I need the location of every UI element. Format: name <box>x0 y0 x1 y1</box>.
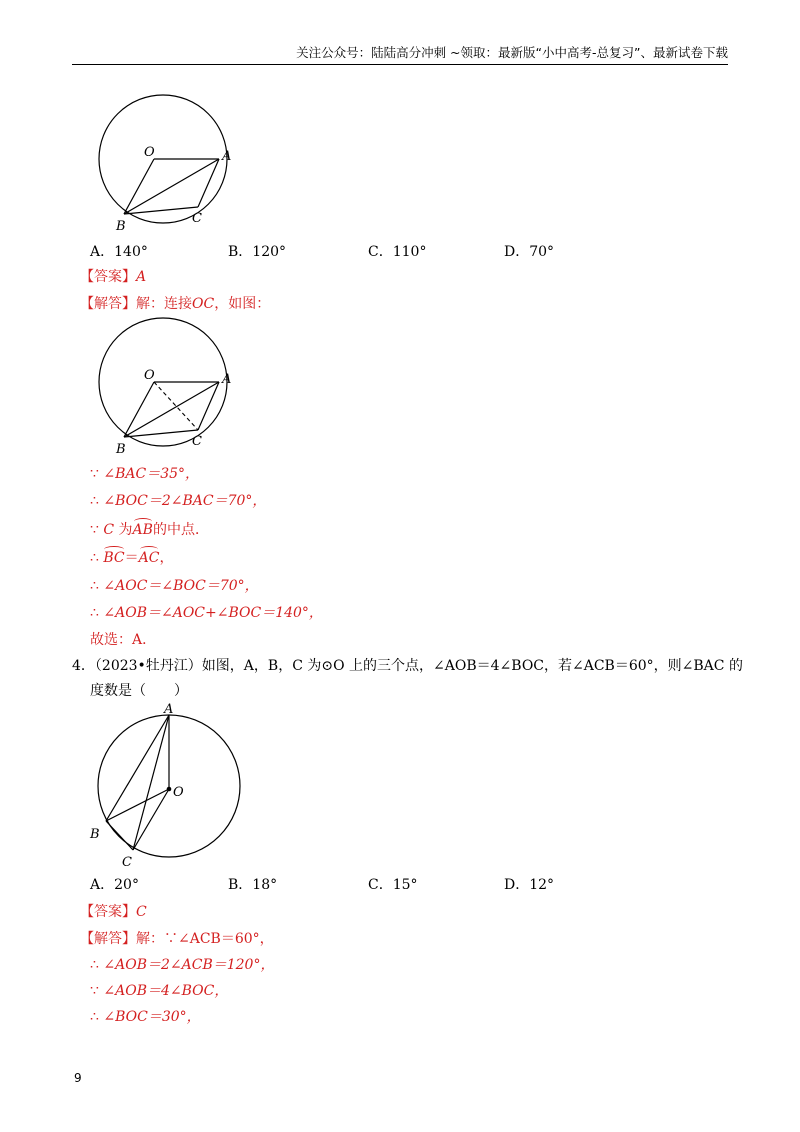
option-c: C．110° <box>368 244 427 260</box>
q4-option-b: B．18° <box>228 877 278 893</box>
q4-option-c: C．15° <box>368 877 418 893</box>
label-O: O <box>144 145 155 160</box>
label-A: A <box>222 372 232 387</box>
label-B: B <box>90 827 100 842</box>
label-B: B <box>116 219 126 234</box>
step-2: ∴ ∠BOC＝2∠BAC＝70°， <box>90 493 267 509</box>
arc-ac: AC <box>138 550 160 566</box>
step-3: ∵ C 为AB的中点． <box>90 522 209 538</box>
circle-figure-q4 <box>86 700 256 870</box>
label-O: O <box>144 368 155 383</box>
label-C: C <box>192 211 202 226</box>
q4-option-d: D．12° <box>504 877 555 893</box>
option-d: D．70° <box>504 244 555 260</box>
arc-bc: BC <box>103 550 125 566</box>
step-5: ∴ ∠AOC＝∠BOC＝70°， <box>90 578 259 594</box>
page-header <box>72 44 728 65</box>
label-O: O <box>173 785 184 800</box>
answer-line: 【答案】A <box>80 269 147 285</box>
step-4: ∴ BC＝AC， <box>90 550 174 566</box>
option-b: B．120° <box>228 244 287 260</box>
q4-step-2: ∵ ∠AOB＝4∠BOC， <box>90 983 229 999</box>
step-6: ∴ ∠AOB＝∠AOC+∠BOC＝140°， <box>90 605 323 621</box>
label-A: A <box>222 149 232 164</box>
solution-line: 【解答】解：连接OC，如图： <box>80 296 271 312</box>
circle-figure-2 <box>86 315 246 465</box>
q4-step-1: ∴ ∠AOB＝2∠ACB＝120°， <box>90 957 275 973</box>
q4-solution-line: 【解答】解：∵∠ACB＝60°， <box>80 931 274 947</box>
step-7: 故选：A． <box>90 632 157 648</box>
label-B: B <box>116 442 126 457</box>
label-C: C <box>122 855 132 870</box>
step-1: ∵ ∠BAC＝35°， <box>90 466 200 482</box>
arc-ab: AB <box>132 522 153 538</box>
q4-step-3: ∴ ∠BOC＝30°， <box>90 1009 201 1025</box>
option-a: A．140° <box>90 244 148 260</box>
page-number: 9 <box>74 1071 82 1085</box>
circle-figure-1 <box>86 92 246 242</box>
label-A: A <box>164 702 174 717</box>
q4-answer-line: 【答案】C <box>80 904 147 920</box>
header-text: 关注公众号：陆陆高分冲刺 ~领取：最新版“小中高考-总复习”、最新试卷下载 <box>296 45 728 60</box>
label-C: C <box>192 434 202 449</box>
question-4-stem-line2: 度数是（ ） <box>90 683 188 699</box>
question-4-stem: 4．（2023•牡丹江）如图，A，B，C 为⊙O 上的三个点，∠AOB＝4∠BOC，若∠ACB＝60°，则∠BAC 的 <box>72 658 743 674</box>
q4-option-a: A．20° <box>90 877 139 893</box>
